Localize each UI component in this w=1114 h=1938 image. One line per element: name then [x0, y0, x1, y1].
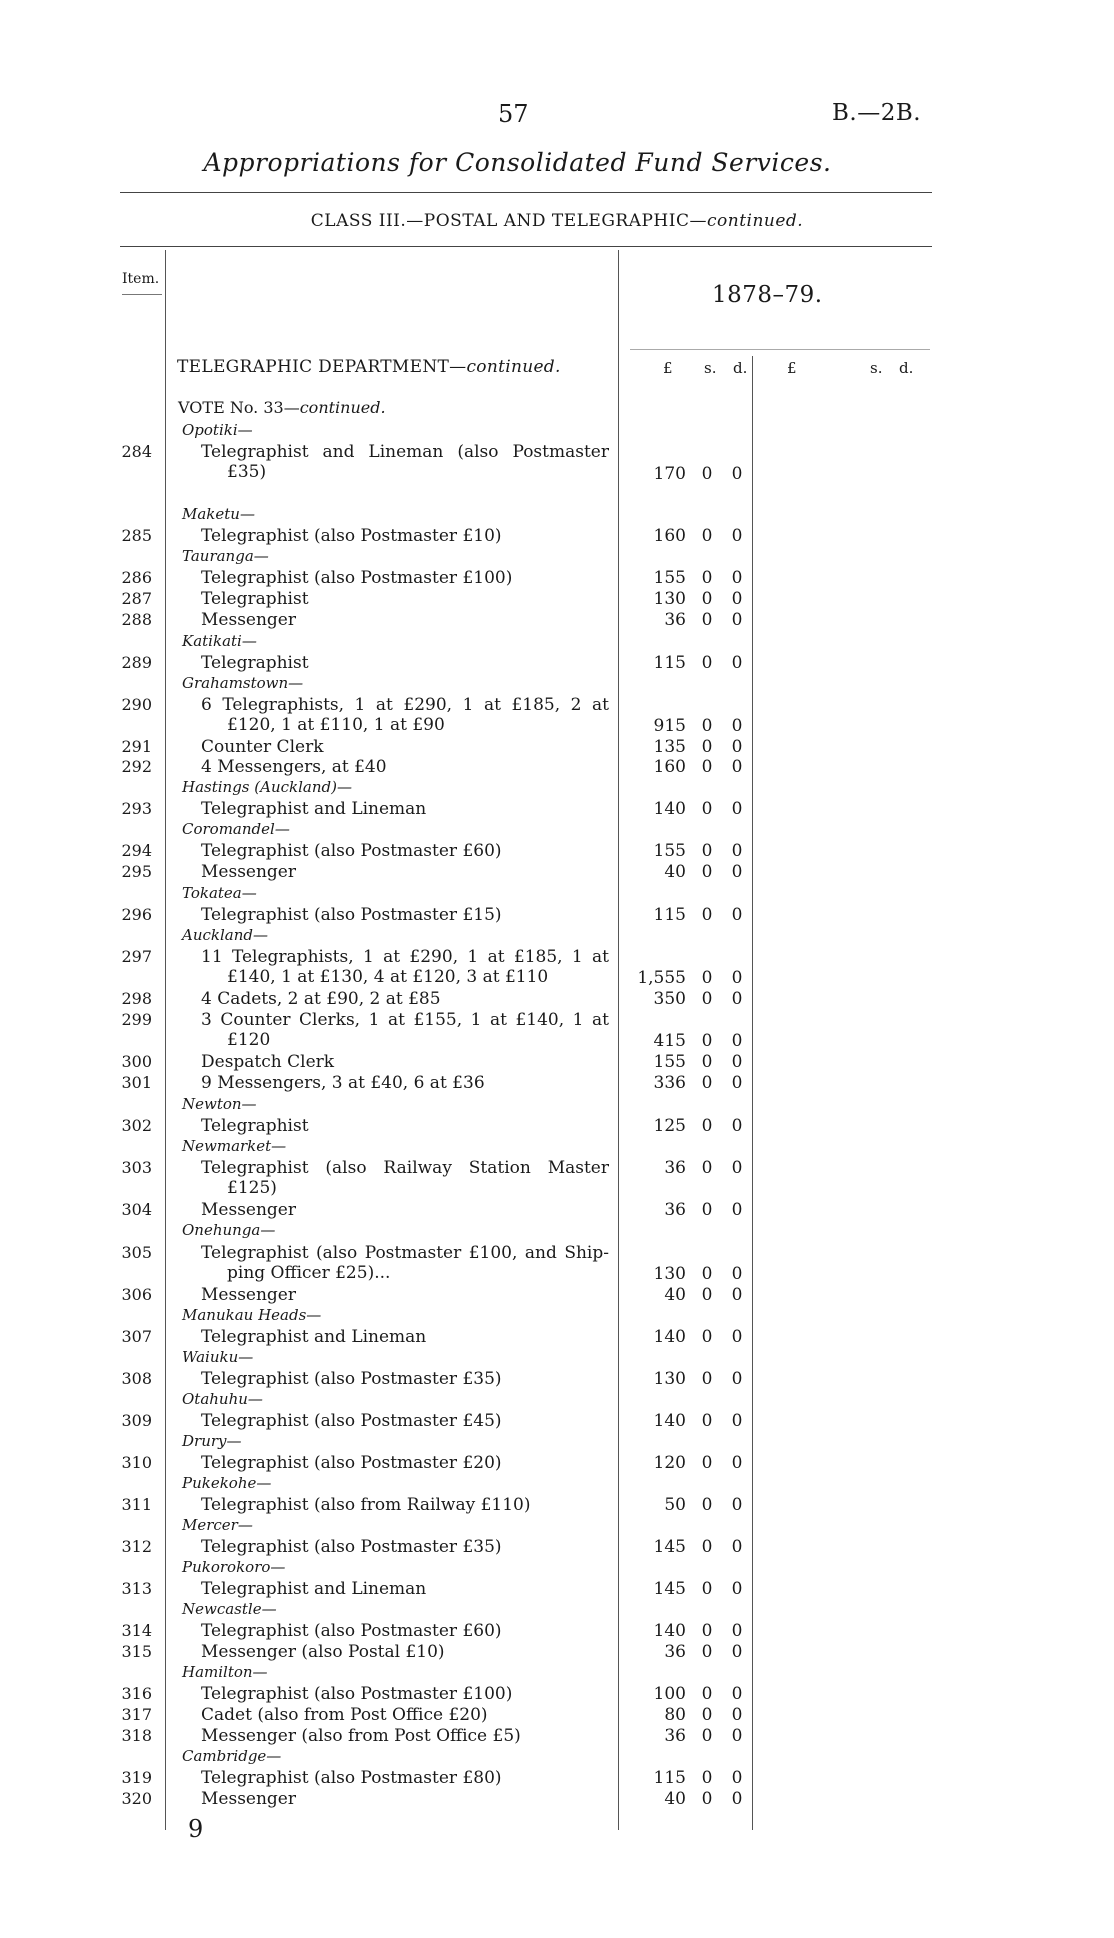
item-amount-shillings: 0: [701, 1642, 713, 1662]
item-column-header: Item.: [122, 271, 160, 287]
class-heading: CLASS III.—POSTAL AND TELEGRAPHIC—continued.: [310, 211, 804, 231]
item-number: 295: [121, 862, 152, 881]
item-description: Cadet (also from Post Office £20): [201, 1705, 488, 1725]
item-amount-shillings: 0: [701, 1285, 713, 1305]
item-description: Messenger: [201, 1789, 296, 1809]
item-description: Messenger: [201, 1200, 296, 1220]
item-description: Telegraphist (also Railway Station Master £125): [201, 1158, 609, 1198]
item-number: 308: [121, 1369, 152, 1388]
item-description: Telegraphist (also Postmaster £20): [201, 1453, 502, 1473]
department-heading: TELEGRAPHIC DEPARTMENT—continued.: [177, 357, 561, 377]
item-amount-shillings: 0: [701, 799, 713, 819]
item-amount-pence: 0: [731, 1264, 743, 1284]
item-amount-shillings: 0: [701, 1789, 713, 1809]
pence-total-column-header: d.: [899, 359, 914, 377]
item-number: 300: [121, 1052, 152, 1071]
item-number: 287: [121, 589, 152, 608]
item-number: 289: [121, 653, 152, 672]
item-description: Telegraphist and Lineman: [201, 1327, 427, 1347]
item-number: 310: [121, 1453, 152, 1472]
place-heading: Coromandel—: [182, 820, 290, 838]
item-amount-pence: 0: [731, 568, 743, 588]
place-heading: Tokatea—: [182, 884, 257, 902]
item-number: 288: [121, 610, 152, 629]
place-heading: Manukau Heads—: [182, 1306, 322, 1324]
page-title: Appropriations for Consolidated Fund Services.: [203, 148, 832, 177]
item-amount-pounds: 155: [653, 1052, 686, 1072]
item-amount-shillings: 0: [701, 1200, 713, 1220]
item-amount-shillings: 0: [701, 1327, 713, 1347]
item-amount-pounds: 140: [653, 1411, 686, 1431]
item-amount-shillings: 0: [701, 1158, 713, 1178]
item-number: 312: [121, 1537, 152, 1556]
item-amount-shillings: 0: [701, 1116, 713, 1136]
item-amount-pounds: 135: [653, 737, 686, 757]
item-amount-pence: 0: [731, 589, 743, 609]
item-amount-pounds: 40: [664, 1285, 686, 1305]
shilling-column-header: s.: [704, 359, 717, 377]
signature-mark: 9: [188, 1815, 204, 1843]
place-heading: Onehunga—: [182, 1221, 276, 1239]
item-number: 311: [121, 1495, 152, 1514]
item-amount-shillings: 0: [701, 1621, 713, 1641]
item-description: Messenger: [201, 862, 296, 882]
item-number: 320: [121, 1789, 152, 1808]
item-number: 315: [121, 1642, 152, 1661]
item-amount-shillings: 0: [701, 653, 713, 673]
item-amount-pence: 0: [731, 989, 743, 1009]
item-description: Telegraphist (also Postmaster £100, and Ship- ping Officer £25)...: [201, 1243, 609, 1283]
item-amount-pounds: 1,555: [637, 968, 686, 988]
item-amount-pounds: 36: [664, 1726, 686, 1746]
item-number: 293: [121, 799, 152, 818]
item-amount-pounds: 336: [653, 1073, 686, 1093]
item-amount-shillings: 0: [701, 1369, 713, 1389]
item-description: Messenger: [201, 610, 296, 630]
item-number: 285: [121, 526, 152, 545]
place-heading: Waiuku—: [182, 1348, 254, 1366]
year-column-header: 1878–79.: [712, 282, 823, 308]
item-number: 304: [121, 1200, 152, 1219]
item-amount-pounds: 140: [653, 1327, 686, 1347]
item-amount-pence: 0: [731, 1537, 743, 1557]
item-number: 290: [121, 695, 152, 714]
place-heading: Otahuhu—: [182, 1390, 263, 1408]
item-amount-shillings: 0: [701, 841, 713, 861]
item-number: 286: [121, 568, 152, 587]
item-amount-pence: 0: [731, 716, 743, 736]
item-amount-shillings: 0: [701, 1579, 713, 1599]
item-amount-shillings: 0: [701, 1073, 713, 1093]
item-amount-pence: 0: [731, 1579, 743, 1599]
item-amount-pence: 0: [731, 757, 743, 777]
page-number: 57: [498, 100, 529, 128]
title-rule: [120, 192, 932, 193]
item-amount-pence: 0: [731, 464, 743, 484]
item-description: Telegraphist and Lineman: [201, 799, 427, 819]
item-amount-shillings: 0: [701, 1052, 713, 1072]
item-amount-pounds: 155: [653, 568, 686, 588]
item-amount-pence: 0: [731, 1621, 743, 1641]
pound-column-header: £: [663, 359, 673, 377]
item-number: 297: [121, 947, 152, 966]
place-heading: Mercer—: [182, 1516, 253, 1534]
item-description: Telegraphist (also Postmaster £45): [201, 1411, 502, 1431]
item-amount-pence: 0: [731, 841, 743, 861]
item-description: Telegraphist (also Postmaster £60): [201, 841, 502, 861]
item-description: 11 Telegraphists, 1 at £290, 1 at £185, 1 at £140, 1 at £130, 4 at £120, 3 at £110: [201, 947, 609, 987]
item-amount-pence: 0: [731, 1052, 743, 1072]
item-description: Telegraphist (also Postmaster £35): [201, 1369, 502, 1389]
item-amount-pence: 0: [731, 968, 743, 988]
item-description: Telegraphist and Lineman: [201, 1579, 427, 1599]
item-number: 299: [121, 1010, 152, 1029]
item-amount-shillings: 0: [701, 1031, 713, 1051]
item-amount-pounds: 130: [653, 1369, 686, 1389]
pound-total-column-header: £: [787, 359, 797, 377]
description-column-rule: [618, 250, 619, 1830]
item-description: 4 Cadets, 2 at £90, 2 at £85: [201, 989, 441, 1009]
place-heading: Tauranga—: [182, 547, 269, 565]
item-amount-pence: 0: [731, 653, 743, 673]
item-amount-pounds: 140: [653, 799, 686, 819]
item-number: 303: [121, 1158, 152, 1177]
item-description: Telegraphist: [201, 589, 309, 609]
item-number: 319: [121, 1768, 152, 1787]
item-amount-pounds: 40: [664, 1789, 686, 1809]
item-description: 6 Telegraphists, 1 at £290, 1 at £185, 2 at £120, 1 at £110, 1 at £90: [201, 695, 609, 735]
item-amount-shillings: 0: [701, 737, 713, 757]
year-header-rule: [630, 349, 930, 350]
item-amount-pence: 0: [731, 1369, 743, 1389]
item-description: 4 Messengers, at £40: [201, 757, 387, 777]
item-amount-shillings: 0: [701, 1726, 713, 1746]
item-amount-pounds: 50: [664, 1495, 686, 1515]
item-amount-pounds: 36: [664, 1642, 686, 1662]
item-amount-pounds: 100: [653, 1684, 686, 1704]
item-amount-pence: 0: [731, 1073, 743, 1093]
item-amount-shillings: 0: [701, 1453, 713, 1473]
item-amount-shillings: 0: [701, 757, 713, 777]
item-amount-pounds: 140: [653, 1621, 686, 1641]
item-amount-pence: 0: [731, 1789, 743, 1809]
item-number: 314: [121, 1621, 152, 1640]
item-description: 9 Messengers, 3 at £40, 6 at £36: [201, 1073, 485, 1093]
pence-column-header: d.: [733, 359, 748, 377]
item-amount-pounds: 40: [664, 862, 686, 882]
place-heading: Newmarket—: [182, 1137, 287, 1155]
item-amount-shillings: 0: [701, 589, 713, 609]
item-number: 292: [121, 757, 152, 776]
item-amount-pounds: 115: [653, 905, 686, 925]
item-amount-pounds: 36: [664, 1158, 686, 1178]
item-description: Telegraphist (also Postmaster £60): [201, 1621, 502, 1641]
item-amount-pounds: 350: [653, 989, 686, 1009]
item-amount-pounds: 145: [653, 1537, 686, 1557]
item-number: 296: [121, 905, 152, 924]
item-amount-shillings: 0: [701, 1264, 713, 1284]
place-heading: Hastings (Auckland)—: [182, 778, 352, 796]
item-amount-pence: 0: [731, 1327, 743, 1347]
item-description: Telegraphist (also Postmaster £10): [201, 526, 502, 546]
amount-column-rule: [752, 356, 753, 1830]
item-description: Telegraphist (also Postmaster £100): [201, 1684, 513, 1704]
class-rule: [120, 246, 932, 247]
item-number: 301: [121, 1073, 152, 1092]
item-amount-pounds: 170: [653, 464, 686, 484]
item-number: 318: [121, 1726, 152, 1745]
item-amount-pence: 0: [731, 1411, 743, 1431]
item-description: Telegraphist (also Postmaster £80): [201, 1768, 502, 1788]
item-number: 291: [121, 737, 152, 756]
place-heading: Maketu—: [182, 505, 255, 523]
item-amount-pounds: 130: [653, 1264, 686, 1284]
item-amount-pence: 0: [731, 1200, 743, 1220]
place-heading: Katikati—: [182, 632, 257, 650]
item-amount-pounds: 130: [653, 589, 686, 609]
item-amount-pence: 0: [731, 737, 743, 757]
item-amount-pence: 0: [731, 1726, 743, 1746]
item-column-rule: [165, 250, 166, 1830]
place-heading: Grahamstown—: [182, 674, 304, 692]
item-amount-shillings: 0: [701, 862, 713, 882]
item-amount-pence: 0: [731, 1453, 743, 1473]
item-amount-pounds: 125: [653, 1116, 686, 1136]
item-amount-pounds: 115: [653, 653, 686, 673]
item-description: Messenger (also Postal £10): [201, 1642, 445, 1662]
item-amount-shillings: 0: [701, 716, 713, 736]
item-amount-shillings: 0: [701, 1768, 713, 1788]
shilling-total-column-header: s.: [870, 359, 883, 377]
item-number: 305: [121, 1243, 152, 1262]
item-number: 306: [121, 1285, 152, 1304]
document-reference: B.—2B.: [832, 100, 922, 126]
item-amount-pence: 0: [731, 1768, 743, 1788]
item-description: Telegraphist: [201, 1116, 309, 1136]
item-amount-shillings: 0: [701, 989, 713, 1009]
item-amount-pounds: 160: [653, 526, 686, 546]
item-number: 294: [121, 841, 152, 860]
place-heading: Newton—: [182, 1095, 257, 1113]
item-amount-pence: 0: [731, 1158, 743, 1178]
place-heading: Pukekohe—: [182, 1474, 272, 1492]
item-amount-pounds: 915: [653, 716, 686, 736]
item-amount-pence: 0: [731, 799, 743, 819]
item-amount-shillings: 0: [701, 568, 713, 588]
item-amount-shillings: 0: [701, 464, 713, 484]
item-amount-pence: 0: [731, 1285, 743, 1305]
place-heading: Newcastle—: [182, 1600, 277, 1618]
item-description: Telegraphist (also Postmaster £15): [201, 905, 502, 925]
item-number: 302: [121, 1116, 152, 1135]
item-amount-pounds: 155: [653, 841, 686, 861]
item-amount-pence: 0: [731, 1031, 743, 1051]
item-description: Telegraphist and Lineman (also Postmaster £35): [201, 442, 609, 482]
item-description: Despatch Clerk: [201, 1052, 335, 1072]
item-amount-pence: 0: [731, 905, 743, 925]
item-amount-pounds: 415: [653, 1031, 686, 1051]
item-amount-shillings: 0: [701, 526, 713, 546]
place-heading: Auckland—: [182, 926, 268, 944]
item-description: Telegraphist (also Postmaster £100): [201, 568, 513, 588]
item-amount-pence: 0: [731, 1684, 743, 1704]
item-number: 309: [121, 1411, 152, 1430]
place-heading: Pukorokoro—: [182, 1558, 286, 1576]
item-header-rule: [122, 294, 162, 295]
item-number: 284: [121, 442, 152, 461]
item-amount-shillings: 0: [701, 1537, 713, 1557]
vote-heading: VOTE No. 33—continued.: [178, 398, 386, 417]
item-description: Counter Clerk: [201, 737, 324, 757]
item-amount-pounds: 115: [653, 1768, 686, 1788]
item-amount-shillings: 0: [701, 1684, 713, 1704]
item-description: 3 Counter Clerks, 1 at £155, 1 at £140, 1 at £120: [201, 1010, 609, 1050]
item-number: 316: [121, 1684, 152, 1703]
item-amount-pounds: 80: [664, 1705, 686, 1725]
item-amount-pounds: 160: [653, 757, 686, 777]
place-heading: Cambridge—: [182, 1747, 282, 1765]
item-amount-shillings: 0: [701, 968, 713, 988]
place-heading: Opotiki—: [182, 421, 253, 439]
item-description: Messenger (also from Post Office £5): [201, 1726, 521, 1746]
item-description: Telegraphist: [201, 653, 309, 673]
item-amount-shillings: 0: [701, 1495, 713, 1515]
item-amount-shillings: 0: [701, 1411, 713, 1431]
item-number: 313: [121, 1579, 152, 1598]
place-heading: Hamilton—: [182, 1663, 268, 1681]
item-amount-pounds: 120: [653, 1453, 686, 1473]
item-amount-pence: 0: [731, 1116, 743, 1136]
item-number: 298: [121, 989, 152, 1008]
item-amount-pence: 0: [731, 862, 743, 882]
item-description: Telegraphist (also from Railway £110): [201, 1495, 531, 1515]
item-number: 307: [121, 1327, 152, 1346]
item-number: 317: [121, 1705, 152, 1724]
item-amount-pence: 0: [731, 610, 743, 630]
item-amount-pounds: 145: [653, 1579, 686, 1599]
item-description: Telegraphist (also Postmaster £35): [201, 1537, 502, 1557]
place-heading: Drury—: [182, 1432, 242, 1450]
item-amount-shillings: 0: [701, 610, 713, 630]
item-amount-pence: 0: [731, 1642, 743, 1662]
item-amount-pence: 0: [731, 526, 743, 546]
item-amount-shillings: 0: [701, 905, 713, 925]
item-amount-pounds: 36: [664, 610, 686, 630]
item-amount-pence: 0: [731, 1495, 743, 1515]
item-amount-shillings: 0: [701, 1705, 713, 1725]
item-amount-pounds: 36: [664, 1200, 686, 1220]
item-description: Messenger: [201, 1285, 296, 1305]
item-amount-pence: 0: [731, 1705, 743, 1725]
